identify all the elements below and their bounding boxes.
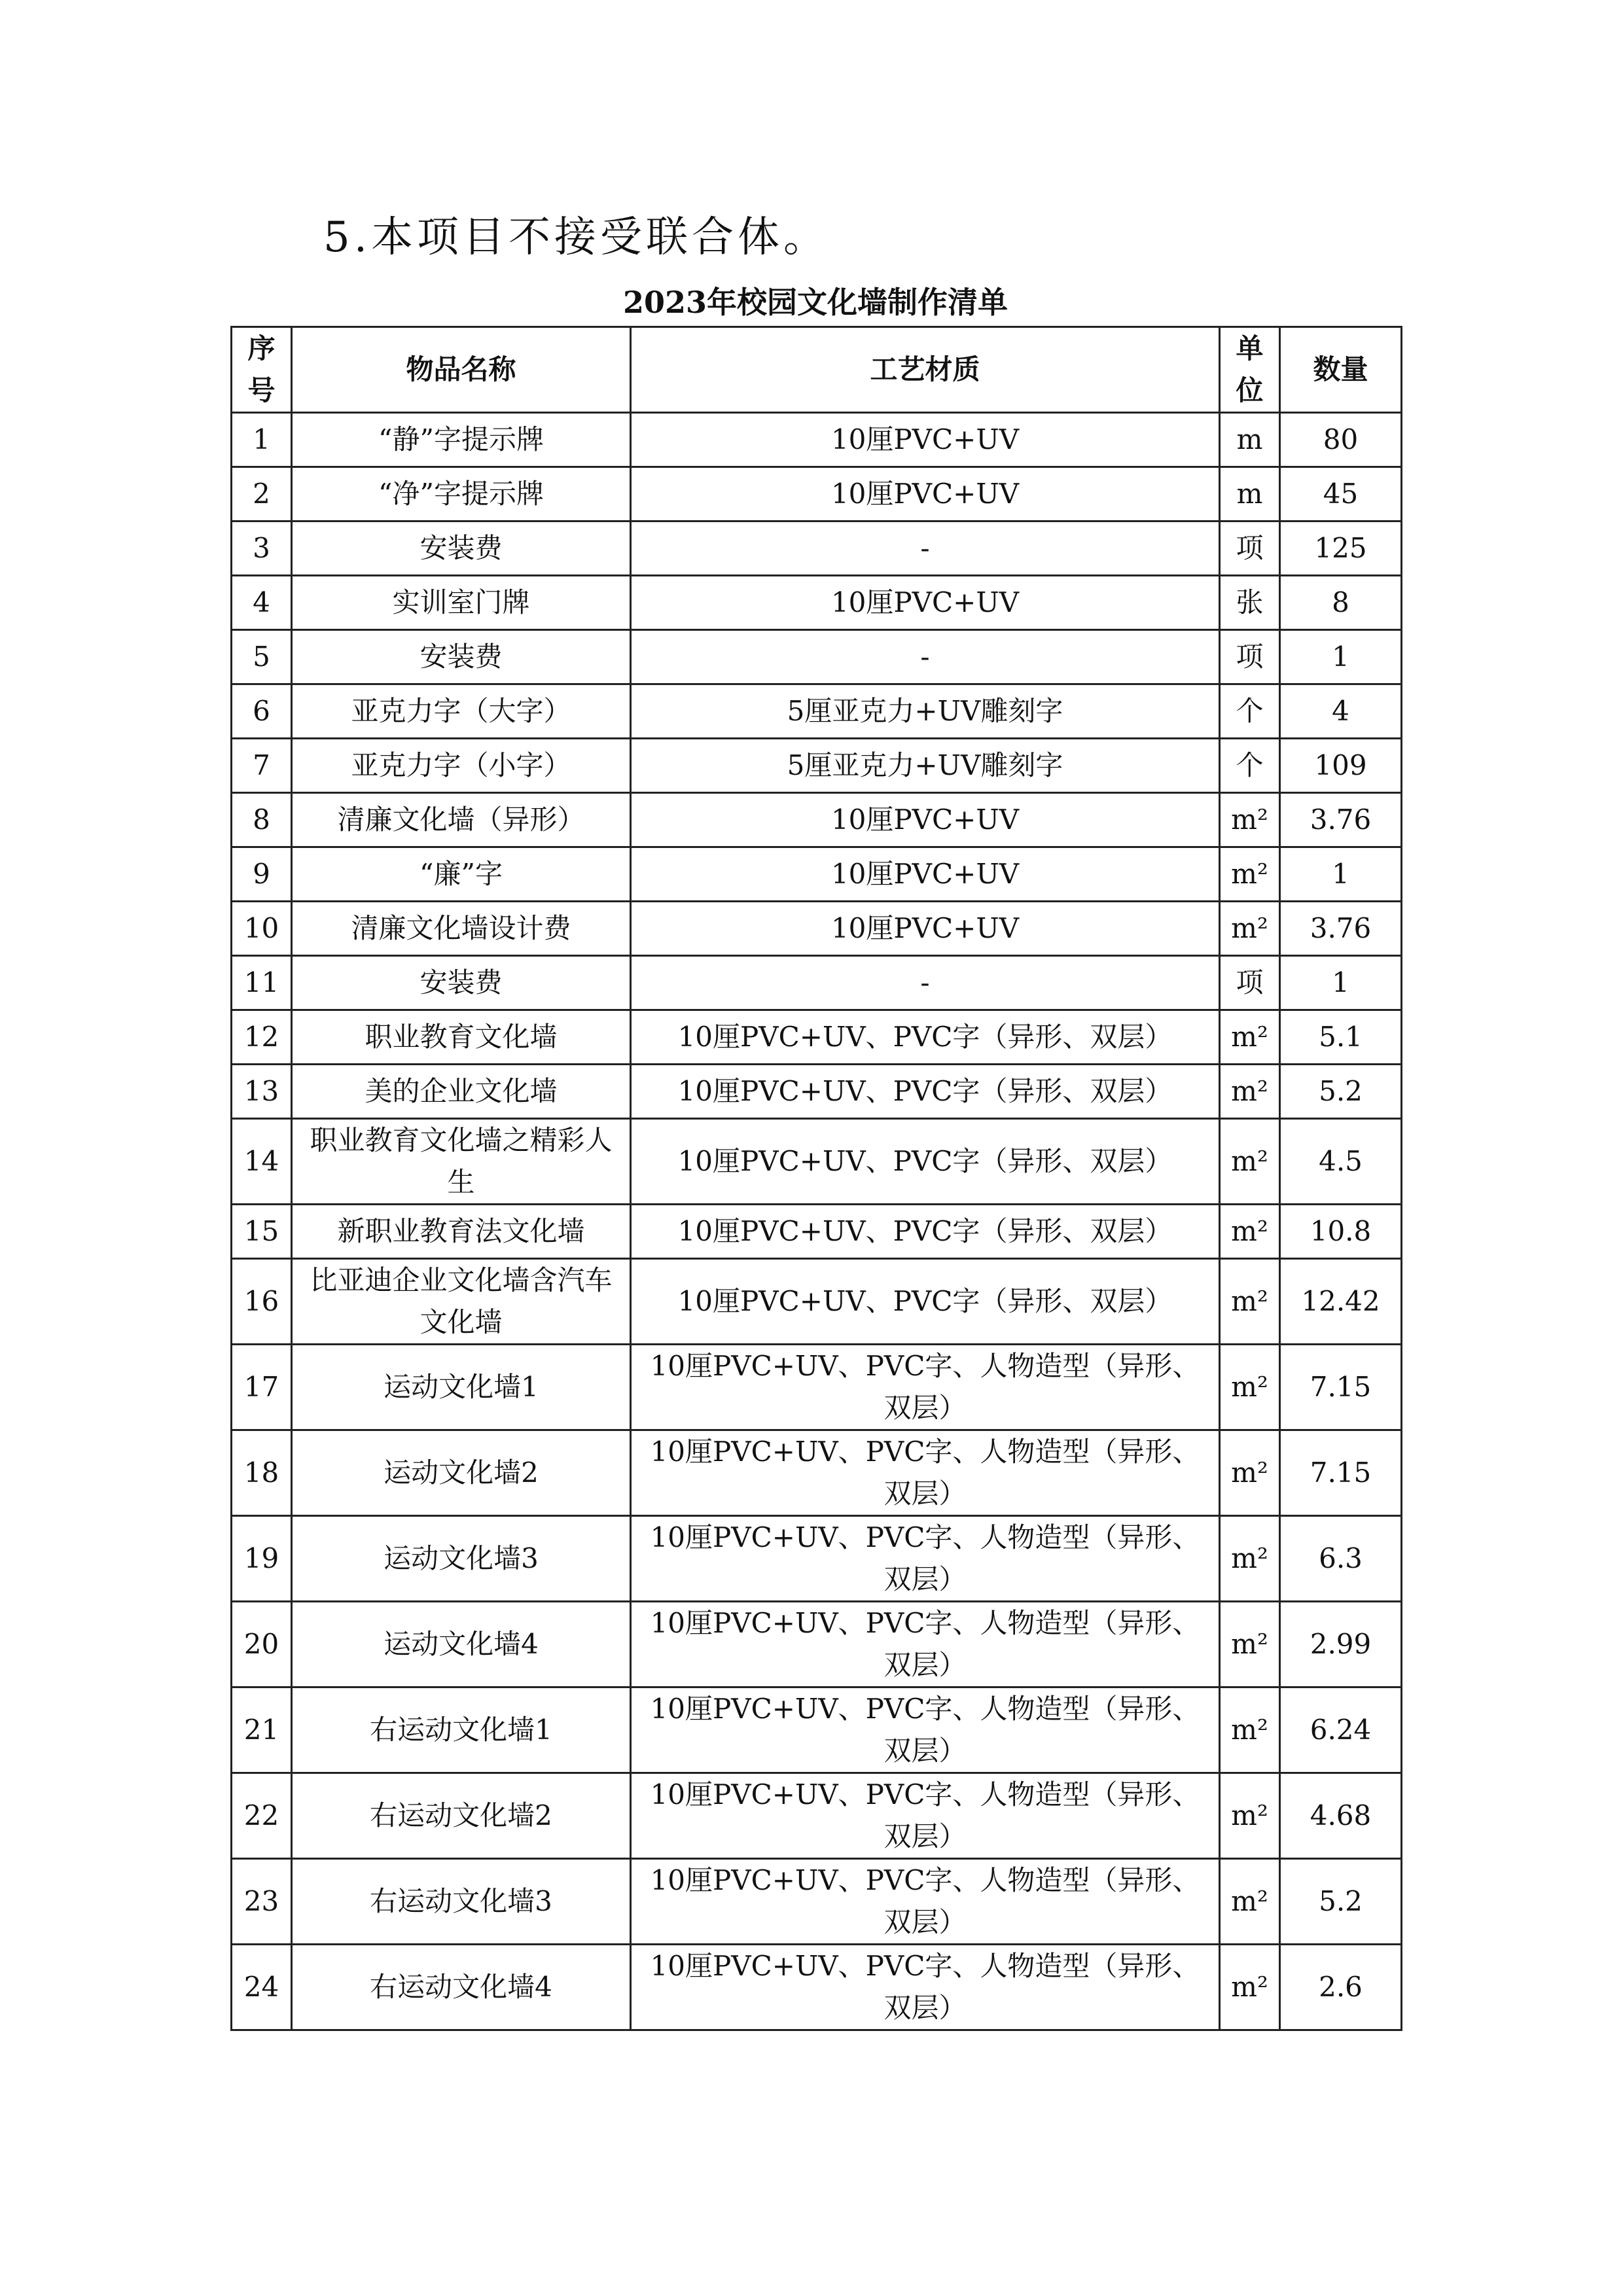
cell-qty: 8 [1280,576,1402,630]
cell-unit: 项 [1220,956,1280,1010]
cell-name: 运动文化墙1 [292,1345,631,1430]
cell-material: 10厘PVC+UV [631,793,1220,847]
cell-no: 20 [232,1602,292,1687]
table-row [232,521,1402,576]
cell-no: 6 [232,684,292,739]
cell-material: 10厘PVC+UV [631,576,1220,630]
cell-name: “静”字提示牌 [292,413,631,467]
cell-unit: m² [1220,1859,1280,1945]
cell-material: 5厘亚克力+UV雕刻字 [631,739,1220,793]
table-row [232,956,1402,1010]
table-row [232,1345,1402,1430]
cell-no: 10 [232,902,292,956]
cell-qty: 80 [1280,413,1402,467]
cell-unit: m² [1220,1010,1280,1065]
cell-unit: m² [1220,847,1280,902]
cell-qty: 5.1 [1280,1010,1402,1065]
table-row [232,1205,1402,1259]
cell-unit: m² [1220,793,1280,847]
cell-unit: m² [1220,1773,1280,1859]
cell-unit: m [1220,413,1280,467]
cell-unit: m² [1220,1119,1280,1205]
cell-qty: 45 [1280,467,1402,521]
cell-no: 23 [232,1859,292,1945]
header-no: 序号 [232,327,292,413]
cell-material: - [631,630,1220,684]
cell-no: 24 [232,1945,292,2030]
cell-material: - [631,956,1220,1010]
cell-name: 亚克力字（大字） [292,684,631,739]
cell-name: 右运动文化墙3 [292,1859,631,1945]
table-row [232,1010,1402,1065]
cell-material: 10厘PVC+UV、PVC字、人物造型（异形、双层） [631,1430,1220,1516]
table-row [232,1119,1402,1205]
cell-name: 新职业教育法文化墙 [292,1205,631,1259]
cell-no: 1 [232,413,292,467]
cell-qty: 2.99 [1280,1602,1402,1687]
item-list-table [230,326,1402,2031]
cell-qty: 7.15 [1280,1345,1402,1430]
cell-unit: m² [1220,1516,1280,1602]
table-row [232,1065,1402,1119]
cell-material: 10厘PVC+UV [631,413,1220,467]
cell-qty: 4 [1280,684,1402,739]
table-row [232,1430,1402,1516]
cell-material: - [631,521,1220,576]
cell-name: 右运动文化墙2 [292,1773,631,1859]
cell-unit: 个 [1220,739,1280,793]
cell-qty: 1 [1280,630,1402,684]
cell-name: 运动文化墙4 [292,1602,631,1687]
cell-unit: m² [1220,1430,1280,1516]
cell-unit: m² [1220,1687,1280,1773]
intro-paragraph: 5.本项目不接受联合体。 [323,213,830,262]
table-row [232,1773,1402,1859]
cell-no: 7 [232,739,292,793]
cell-material: 10厘PVC+UV、PVC字（异形、双层） [631,1205,1220,1259]
cell-material: 10厘PVC+UV、PVC字（异形、双层） [631,1065,1220,1119]
cell-qty: 3.76 [1280,793,1402,847]
cell-material: 10厘PVC+UV、PVC字、人物造型（异形、双层） [631,1687,1220,1773]
cell-material: 5厘亚克力+UV雕刻字 [631,684,1220,739]
cell-qty: 10.8 [1280,1205,1402,1259]
cell-qty: 7.15 [1280,1430,1402,1516]
cell-name: 右运动文化墙1 [292,1687,631,1773]
table-row [232,630,1402,684]
cell-material: 10厘PVC+UV、PVC字、人物造型（异形、双层） [631,1345,1220,1430]
cell-no: 3 [232,521,292,576]
cell-name: 运动文化墙3 [292,1516,631,1602]
header-row [232,327,1402,413]
cell-name: “净”字提示牌 [292,467,631,521]
cell-qty: 1 [1280,847,1402,902]
table-row [232,739,1402,793]
table-row [232,793,1402,847]
cell-name: 安装费 [292,956,631,1010]
cell-no: 5 [232,630,292,684]
table-row [232,1859,1402,1945]
cell-unit: 项 [1220,630,1280,684]
header-material: 工艺材质 [631,327,1220,413]
table-row [232,1687,1402,1773]
table-row [232,413,1402,467]
cell-material: 10厘PVC+UV、PVC字、人物造型（异形、双层） [631,1602,1220,1687]
cell-no: 9 [232,847,292,902]
cell-no: 12 [232,1010,292,1065]
cell-no: 16 [232,1259,292,1345]
cell-name: 运动文化墙2 [292,1430,631,1516]
table-header [232,327,1402,413]
cell-unit: m² [1220,1065,1280,1119]
cell-qty: 4.68 [1280,1773,1402,1859]
table-row [232,1259,1402,1345]
cell-name: 右运动文化墙4 [292,1945,631,2030]
cell-material: 10厘PVC+UV [631,467,1220,521]
cell-qty: 109 [1280,739,1402,793]
cell-qty: 6.3 [1280,1516,1402,1602]
cell-name: 职业教育文化墙 [292,1010,631,1065]
cell-no: 19 [232,1516,292,1602]
cell-qty: 6.24 [1280,1687,1402,1773]
cell-no: 14 [232,1119,292,1205]
cell-unit: 个 [1220,684,1280,739]
table-row [232,1945,1402,2030]
cell-unit: m [1220,467,1280,521]
cell-no: 2 [232,467,292,521]
cell-qty: 12.42 [1280,1259,1402,1345]
table-container [230,326,1400,2031]
header-unit: 单位 [1220,327,1280,413]
cell-no: 13 [232,1065,292,1119]
cell-unit: m² [1220,1945,1280,2030]
table-row [232,902,1402,956]
cell-qty: 4.5 [1280,1119,1402,1205]
cell-material: 10厘PVC+UV、PVC字（异形、双层） [631,1119,1220,1205]
cell-no: 21 [232,1687,292,1773]
cell-material: 10厘PVC+UV、PVC字、人物造型（异形、双层） [631,1773,1220,1859]
table-row [232,684,1402,739]
table-body [232,413,1402,2030]
cell-no: 11 [232,956,292,1010]
table-row [232,1516,1402,1602]
cell-unit: m² [1220,1345,1280,1430]
table-row [232,1602,1402,1687]
cell-name: 比亚迪企业文化墙含汽车文化墙 [292,1259,631,1345]
cell-qty: 125 [1280,521,1402,576]
cell-no: 15 [232,1205,292,1259]
cell-material: 10厘PVC+UV、PVC字、人物造型（异形、双层） [631,1516,1220,1602]
cell-material: 10厘PVC+UV、PVC字、人物造型（异形、双层） [631,1945,1220,2030]
cell-material: 10厘PVC+UV [631,902,1220,956]
cell-unit: 项 [1220,521,1280,576]
table-row [232,576,1402,630]
cell-unit: m² [1220,1205,1280,1259]
cell-name: 美的企业文化墙 [292,1065,631,1119]
cell-name: 实训室门牌 [292,576,631,630]
cell-name: 安装费 [292,521,631,576]
header-name: 物品名称 [292,327,631,413]
cell-unit: m² [1220,902,1280,956]
cell-name: 职业教育文化墙之精彩人生 [292,1119,631,1205]
cell-unit: m² [1220,1259,1280,1345]
cell-name: 亚克力字（小字） [292,739,631,793]
cell-material: 10厘PVC+UV、PVC字（异形、双层） [631,1010,1220,1065]
cell-unit: 张 [1220,576,1280,630]
cell-qty: 3.76 [1280,902,1402,956]
table-row [232,847,1402,902]
cell-qty: 1 [1280,956,1402,1010]
cell-unit: m² [1220,1602,1280,1687]
cell-material: 10厘PVC+UV、PVC字、人物造型（异形、双层） [631,1859,1220,1945]
table-row [232,467,1402,521]
header-qty: 数量 [1280,327,1402,413]
cell-name: “廉”字 [292,847,631,902]
cell-name: 清廉文化墙设计费 [292,902,631,956]
table-title: 2023年校园文化墙制作清单 [622,285,1008,320]
cell-name: 清廉文化墙（异形） [292,793,631,847]
cell-no: 8 [232,793,292,847]
cell-no: 17 [232,1345,292,1430]
cell-qty: 5.2 [1280,1859,1402,1945]
cell-qty: 5.2 [1280,1065,1402,1119]
cell-qty: 2.6 [1280,1945,1402,2030]
cell-material: 10厘PVC+UV、PVC字（异形、双层） [631,1259,1220,1345]
cell-name: 安装费 [292,630,631,684]
cell-no: 18 [232,1430,292,1516]
cell-material: 10厘PVC+UV [631,847,1220,902]
cell-no: 4 [232,576,292,630]
cell-no: 22 [232,1773,292,1859]
